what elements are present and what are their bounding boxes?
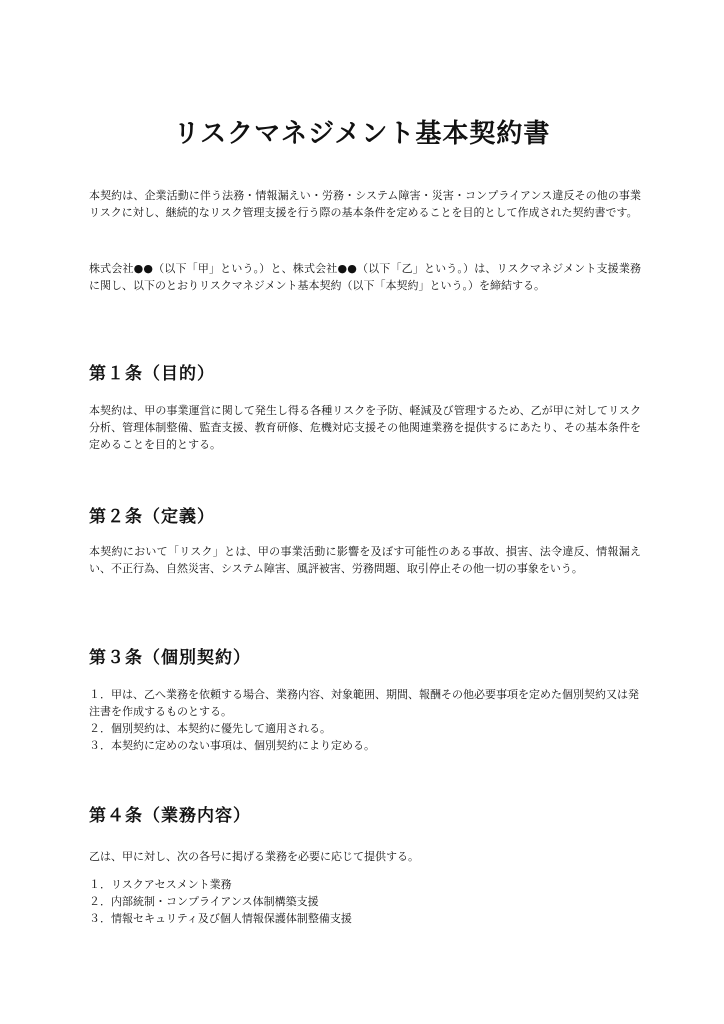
article-4-item-2: ２．内部統制・コンプライアンス体制構築支援 (89, 895, 319, 908)
intro-paragraph-parties: 株式会社●●（以下「甲」という。）と、株式会社●●（以下「乙」という。）は、リスクマネジメント支援業務に関し、以下のとおりリスクマネジメント基本契約（以下「本契約」という。）を締結する。 (89, 262, 641, 292)
article-2-body: 本契約において「リスク」とは、甲の事業活動に影響を及ぼす可能性のある事故、損害、法令違反、情報漏えい、不正行為、自然災害、システム障害、風評被害、労務問題、取引停止その他一切の事象をいう。 (89, 545, 641, 575)
article-4-body: 乙は、甲に対し、次の各号に掲げる業務を必要に応じて提供する。 (89, 850, 419, 863)
intro-paragraph-purpose: 本契約は、企業活動に伴う法務・情報漏えい・労務・システム障害・災害・コンプライアンス違反その他の事業リスクに対し、継続的なリスク管理支援を行う際の基本条件を定めることを目的として作成された契約書です。 (89, 189, 641, 219)
article-3-heading: 第３条（個別契約） (89, 648, 251, 668)
article-3-clause-3: ３．本契約に定めのない事項は、個別契約により定める。 (89, 739, 375, 752)
article-4-item-3: ３．情報セキュリティ及び個人情報保護体制整備支援 (89, 912, 352, 925)
article-4-heading: 第４条（業務内容） (89, 806, 251, 826)
article-2-heading: 第２条（定義） (89, 507, 215, 527)
article-3-clause-list (89, 686, 649, 754)
article-1-body: 本契約は、甲の事業運営に関して発生し得る各種リスクを予防、軽減及び管理するため、乙が甲に対してリスク分析、管理体制整備、監査支援、教育研修、危機対応支援その他関連業務を提供するにあたり、その基本条件を定めることを目的とする。 (89, 404, 641, 451)
article-4-item-1: １．リスクアセスメント業務 (89, 878, 232, 891)
article-4-item-list (89, 876, 649, 927)
document-title: リスクマネジメント基本契約書 (173, 119, 551, 149)
article-3-clause-1: １．甲は、乙へ業務を依頼する場合、業務内容、対象範囲、期間、報酬その他必要事項を定めた個別契約又は発注書を作成するものとする。 (89, 688, 639, 718)
article-3-clause-2: ２．個別契約は、本契約に優先して適用される。 (89, 722, 331, 735)
article-1-heading: 第１条（目的） (89, 364, 215, 384)
